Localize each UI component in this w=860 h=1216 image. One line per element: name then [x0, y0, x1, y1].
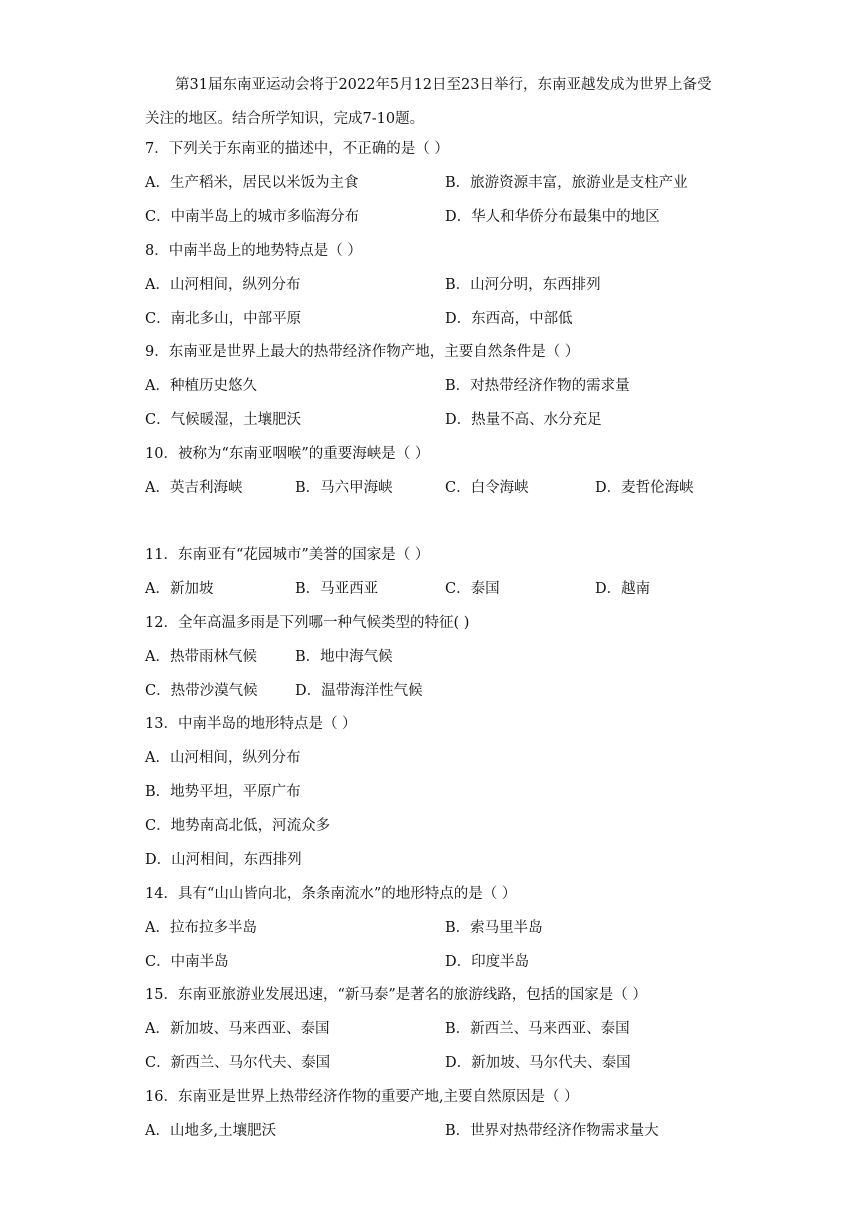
q15-option-a: A．新加坡、马来西亚、泰国	[145, 1021, 330, 1037]
q7-option-d: D．华人和华侨分布最集中的地区	[445, 209, 660, 225]
q7-option-c: C．中南半岛上的城市多临海分布	[145, 209, 360, 225]
q14-option-d: D．印度半岛	[445, 954, 530, 970]
q8-option-b: B．山河分明，东西排列	[445, 277, 601, 293]
question-9-stem: 9．东南亚是世界上最大的热带经济作物产地，主要自然条件是（ ）	[145, 344, 580, 360]
q9-option-b: B．对热带经济作物的需求量	[445, 378, 630, 394]
q12-option-c: C．热带沙漠气候	[145, 683, 258, 699]
q12-option-a: A．热带雨林气候	[145, 649, 257, 665]
q13-option-c: C．地势南高北低，河流众多	[145, 818, 331, 834]
question-13-stem: 13．中南半岛的地形特点是（ ）	[145, 716, 357, 732]
q8-option-a: A．山河相间，纵列分布	[145, 277, 301, 293]
q10-option-a: A．英吉利海峡	[145, 480, 243, 496]
q13-option-d: D．山河相间，东西排列	[145, 852, 302, 868]
q8-option-c: C．南北多山，中部平原	[145, 311, 302, 327]
q7-option-a: A．生产稻米，居民以米饭为主食	[145, 175, 359, 191]
q11-option-d: D．越南	[595, 581, 651, 597]
q15-option-c: C．新西兰、马尔代夫、泰国	[145, 1055, 331, 1071]
question-12-stem: 12．全年高温多雨是下列哪一种气候类型的特征( )	[145, 615, 470, 631]
question-8-stem: 8．中南半岛上的地势特点是（ ）	[145, 243, 362, 259]
q11-option-a: A．新加坡	[145, 581, 214, 597]
question-7-stem: 7．下列关于东南亚的描述中，不正确的是（ ）	[145, 141, 449, 157]
q9-option-c: C．气候暖湿，土壤肥沃	[145, 412, 302, 428]
q11-option-c: C．泰国	[445, 581, 500, 597]
q15-option-b: B．新西兰、马来西亚、泰国	[445, 1021, 630, 1037]
q13-option-b: B．地势平坦，平原广布	[145, 784, 301, 800]
q16-option-b: B．世界对热带经济作物需求量大	[445, 1123, 659, 1139]
q12-option-b: B．地中海气候	[295, 649, 393, 665]
q10-option-d: D．麦哲伦海峡	[595, 480, 694, 496]
question-15-stem: 15．东南亚旅游业发展迅速，“新马泰”是著名的旅游线路，包括的国家是（ ）	[145, 987, 647, 1003]
intro-text: 第31届东南亚运动会将于2022年5月12日至23日举行，东南亚越发成为世界上备受关注的地区。结合所学知识，完成7-10题。	[145, 77, 712, 127]
q9-option-d: D．热量不高、水分充足	[445, 412, 602, 428]
question-11-stem: 11．东南亚有“花园城市”美誉的国家是（ ）	[145, 547, 430, 563]
q15-option-d: D．新加坡、马尔代夫、泰国	[445, 1055, 631, 1071]
q14-option-a: A．拉布拉多半岛	[145, 920, 257, 936]
q10-option-c: C．白令海峡	[445, 480, 529, 496]
q12-option-d: D．温带海洋性气候	[295, 683, 423, 699]
q7-option-b: B．旅游资源丰富，旅游业是支柱产业	[445, 175, 688, 191]
intro-paragraph	[145, 68, 725, 136]
q13-option-a: A．山河相间，纵列分布	[145, 750, 301, 766]
question-14-stem: 14．具有“山山皆向北，条条南流水”的地形特点的是（ ）	[145, 886, 517, 902]
q9-option-a: A．种植历史悠久	[145, 378, 257, 394]
q8-option-d: D．东西高，中部低	[445, 311, 573, 327]
q14-option-b: B．索马里半岛	[445, 920, 543, 936]
q11-option-b: B．马亚西亚	[295, 581, 379, 597]
question-16-stem: 16．东南亚是世界上热带经济作物的重要产地,主要自然原因是（ ）	[145, 1089, 579, 1105]
q10-option-b: B．马六甲海峡	[295, 480, 393, 496]
question-10-stem: 10．被称为“东南亚咽喉”的重要海峡是（ ）	[145, 446, 430, 462]
q14-option-c: C．中南半岛	[145, 954, 229, 970]
q16-option-a: A．山地多,土壤肥沃	[145, 1123, 277, 1139]
